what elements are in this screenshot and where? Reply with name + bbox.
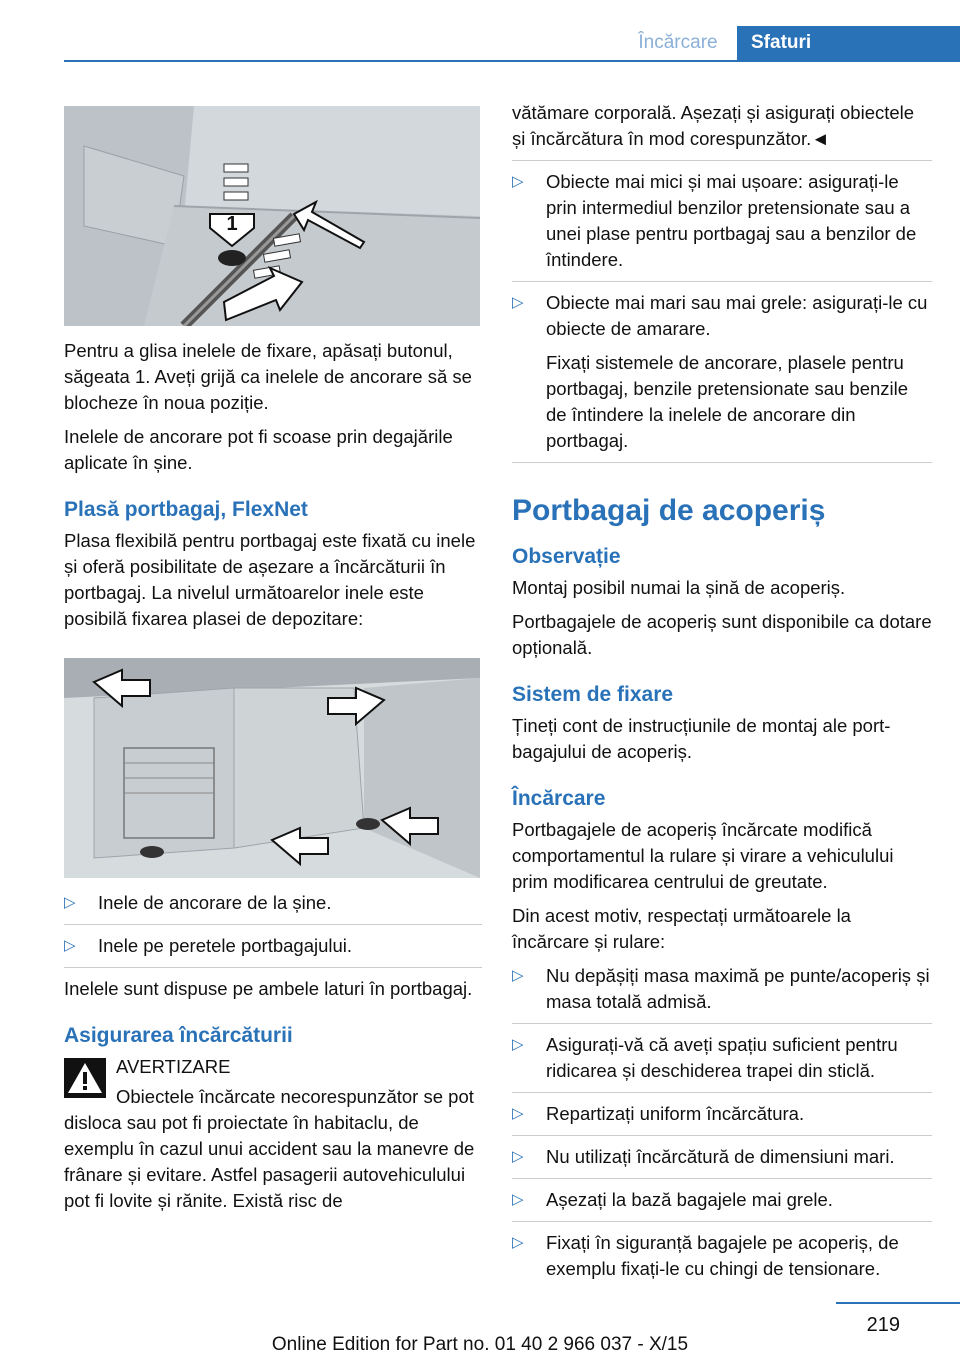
- header-rule: [64, 60, 960, 62]
- right-column: [512, 100, 932, 1298]
- list-item: ▷ Nu utilizați încărcătură de dimensiuni mari.: [512, 1144, 932, 1179]
- triangle-bullet-icon: ▷: [512, 1191, 524, 1208]
- callout-number: 1: [226, 213, 238, 235]
- heading-mounting-system: Sistem de fixare: [512, 683, 674, 706]
- paragraph: Inelele de ancorare pot fi scoase prin degajările aplicate în șine.: [64, 426, 453, 473]
- triangle-bullet-icon: ▷: [512, 1234, 524, 1251]
- triangle-bullet-icon: ▷: [64, 937, 76, 954]
- paragraph: Montaj posibil numai la șină de acoperiș.: [512, 577, 846, 598]
- triangle-bullet-icon: ▷: [512, 1148, 524, 1165]
- triangle-bullet-icon: ▷: [512, 294, 524, 311]
- list-item: ▷ Asigurați-vă că aveți spațiu suficient pentru ridicarea și deschiderea trapei din sticlă.: [512, 1032, 932, 1093]
- section-tab-tips[interactable]: Sfaturi: [737, 26, 960, 62]
- footer-rule: [836, 1302, 960, 1304]
- heading-flexnet: Plasă portbagaj, FlexNet: [64, 498, 308, 521]
- heading-loading: Încărcare: [512, 787, 606, 810]
- page-header: [0, 0, 960, 64]
- load-type-list: [512, 160, 932, 463]
- triangle-bullet-icon: ▷: [512, 1105, 524, 1122]
- warning-title: AVERTIZARE: [116, 1056, 231, 1077]
- list-item: ▷ Obiecte mai mici și mai ușoare: asigurați-le prin intermediul benzilor pretensionate sau a unei plase pentru portbagaj sau a benzilor de întindere.: [512, 169, 932, 282]
- figure-anchor-rails: [64, 106, 480, 326]
- paragraph: vătămare corporală. Așezați și asigurați obiectele și încărcătura în mod corespunzător.◄: [512, 102, 915, 149]
- warning-block: [64, 1054, 482, 1214]
- list-item: ▷ Obiecte mai mari sau mai grele: asigurați-le cu obiecte de amarare. Fixați sistemele de ancorare, plasele pentru portbagaj, benzile pretensionate sau benzile de întindere la inelele de ancorare din portbagaj.: [512, 290, 932, 463]
- list-item: ▷ Inele de ancorare de la șine.: [64, 890, 482, 925]
- triangle-bullet-icon: ▷: [64, 894, 76, 911]
- anchor-list: [64, 890, 482, 968]
- page-number: 219: [866, 1314, 900, 1336]
- list-item: ▷ Nu depășiți masa maximă pe punte/acoperiș și masa totală admisă.: [512, 963, 932, 1024]
- paragraph: Portbagajele de acoperiș încărcate modifică comportamentul la rulare și virare a vehiculului prim modificarea centrului de greutate.: [512, 819, 894, 892]
- heading-securing-load: Asigurarea încărcăturii: [64, 1024, 293, 1047]
- left-column: [64, 100, 482, 1222]
- section-tab-loading[interactable]: Încărcare: [638, 32, 718, 53]
- paragraph: Plasa flexibilă pentru portbagaj este fixată cu inele și oferă posibilitate de așezare a încărcăturii în portbagaj. La nivelul următoarelor inele este posibilă fixarea plasei de depozitare:: [64, 530, 476, 629]
- warning-triangle-icon: [64, 1058, 106, 1098]
- heading-note: Observație: [512, 545, 621, 568]
- paragraph: Țineți cont de instrucțiunile de montaj ale portbagajului de acoperiș.: [512, 715, 891, 762]
- triangle-bullet-icon: ▷: [512, 967, 524, 984]
- loading-rules-list: [512, 963, 932, 1290]
- triangle-bullet-icon: ▷: [512, 1036, 524, 1053]
- list-item: ▷ Repartizați uniform încărcătura.: [512, 1101, 932, 1136]
- heading-roof-rack: Portbagaj de acoperiș: [512, 494, 826, 527]
- figure-trunk-net: [64, 658, 480, 878]
- list-item: ▷ Inele pe peretele portbagajului.: [64, 933, 482, 968]
- paragraph: Pentru a glisa inelele de fixare, apăsați butonul, săgeata 1. Aveți grijă ca inelele de ancorare să se blocheze în noua poziție.: [64, 340, 472, 413]
- warning-text: Obiectele încărcate necorespunzător se pot disloca sau pot fi proiectate în habitaclu, de exemplu în cazul unui accident sau la manevre de frânare și evitare. Astfel pasagerii autovehiculului pot fi lovite și rănite. Există risc de: [64, 1086, 475, 1211]
- paragraph: Portbagajele de acoperiș sunt disponibile ca dotare opțională.: [512, 611, 932, 658]
- paragraph: Inelele sunt dispuse pe ambele laturi în portbagaj.: [64, 978, 473, 999]
- list-item: ▷ Așezați la bază bagajele mai grele.: [512, 1187, 932, 1222]
- list-item: ▷ Fixați în siguranță bagajele pe acoperiș, de exemplu fixați-le cu chingi de tensionare.: [512, 1232, 899, 1279]
- list-item-subtext: Fixați sistemele de ancorare, plasele pentru portbagaj, benzile pretensionate sau benzile de întindere la inelele de ancorare din portbagaj.: [546, 352, 909, 451]
- edition-footer: Online Edition for Part no. 01 40 2 966 037 - X/15: [271, 1334, 689, 1355]
- paragraph: Din acest motiv, respectați următoarele la încărcare și rulare:: [512, 905, 851, 952]
- triangle-bullet-icon: ▷: [512, 173, 524, 190]
